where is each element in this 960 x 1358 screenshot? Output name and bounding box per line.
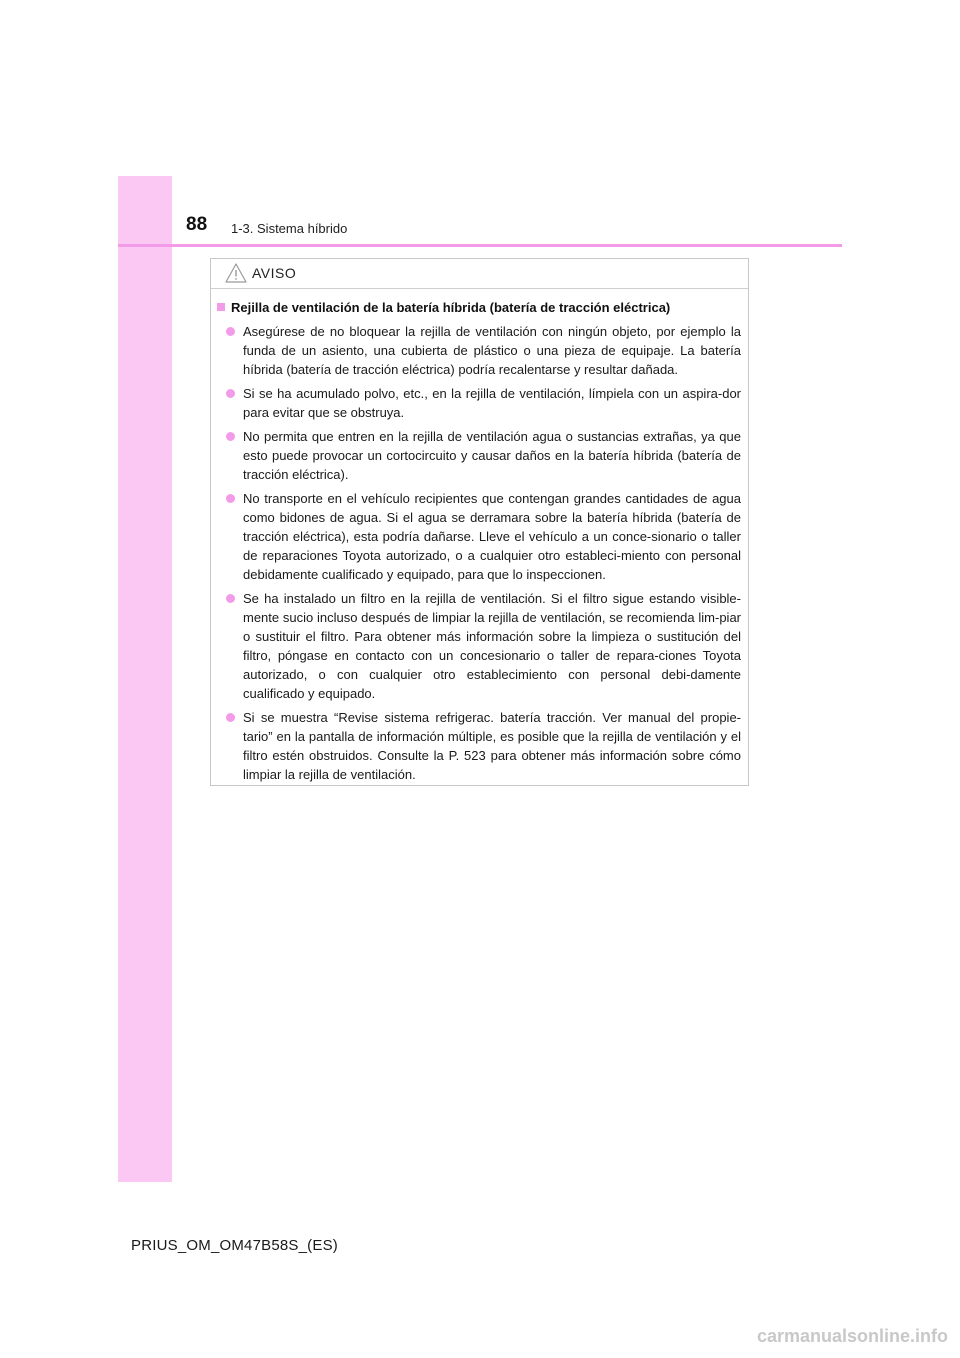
list-item xyxy=(211,322,748,379)
list-item-text: No permita que entren en la rejilla de ventilación agua o sustancias extrañas, ya que esto puede provocar un cortocircuito y causar daños en la batería híbrida (batería de tracción eléctrica). xyxy=(243,429,741,482)
list-item-text: Si se ha acumulado polvo, etc., en la rejilla de ventilación, límpiela con un aspira-dor para evitar que se obstruya. xyxy=(243,386,741,420)
bullet-icon xyxy=(226,713,235,722)
bullet-icon xyxy=(226,432,235,441)
list-item-text: Se ha instalado un filtro en la rejilla de ventilación. Si el filtro sigue estando visible-mente sucio incluso después de limpiar la rejilla de ventilación, se recomienda lim-piar o sustituir el filtro. Para obtener más información sobre la limpieza o sustitución del filtro, póngase en contacto con un concesionario o taller de repara-ciones Toyota autorizado, o con cualquier otro establecimiento con personal debi-damente cualificado y equipado. xyxy=(243,591,741,701)
section-title: 1-3. Sistema híbrido xyxy=(231,221,348,236)
bullet-icon xyxy=(226,327,235,336)
watermark: carmanualsonline.info xyxy=(756,1326,948,1346)
header-divider xyxy=(118,244,842,247)
footer-document-code: PRIUS_OM_OM47B58S_(ES) xyxy=(131,1237,338,1254)
list-item-text: Asegúrese de no bloquear la rejilla de ventilación con ningún objeto, por ejemplo la funda de un asiento, una cubierta de plástico o una pieza de equipaje. La batería híbrida (batería de tracción eléctrica) podría recalentarse y resultar dañada. xyxy=(243,324,741,377)
list-item xyxy=(211,708,748,784)
warning-subhead xyxy=(217,300,670,315)
page-number: 88 xyxy=(186,214,208,235)
bullet-icon xyxy=(226,389,235,398)
square-bullet-icon xyxy=(217,303,225,311)
warning-triangle-icon xyxy=(225,263,247,283)
bullet-icon xyxy=(226,594,235,603)
list-item-text: No transporte en el vehículo recipientes que contengan grandes cantidades de agua como bidones de agua. Si el agua se derramara sobre la batería híbrida (batería de tracción eléctrica), esta podría dañarse. Lleve el vehículo a un conce-sionario o taller de reparaciones Toyota autorizado, o a cualquier otro estableci-miento con personal debidamente cualificado y equipado, para que lo inspeccionen. xyxy=(243,491,741,582)
list-item xyxy=(211,427,748,484)
bullet-icon xyxy=(226,494,235,503)
warning-items xyxy=(211,322,748,789)
warning-subhead-text: Rejilla de ventilación de la batería híbrida (batería de tracción eléctrica) xyxy=(231,300,671,315)
list-item-text: Si se muestra “Revise sistema refrigerac. batería tracción. Ver manual del propie-tario” en la pantalla de información múltiple, es posible que la rejilla de ventilación y el filtro estén obstruidos. Consulte la P. 523 para obtener más información sobre cómo limpiar la rejilla de ventilación. xyxy=(243,710,741,782)
warning-box xyxy=(210,258,749,786)
warning-label: AVISO xyxy=(252,265,297,281)
warning-header xyxy=(211,259,748,289)
list-item xyxy=(211,589,748,703)
side-color-band xyxy=(118,176,172,1182)
list-item xyxy=(211,489,748,584)
list-item xyxy=(211,384,748,422)
